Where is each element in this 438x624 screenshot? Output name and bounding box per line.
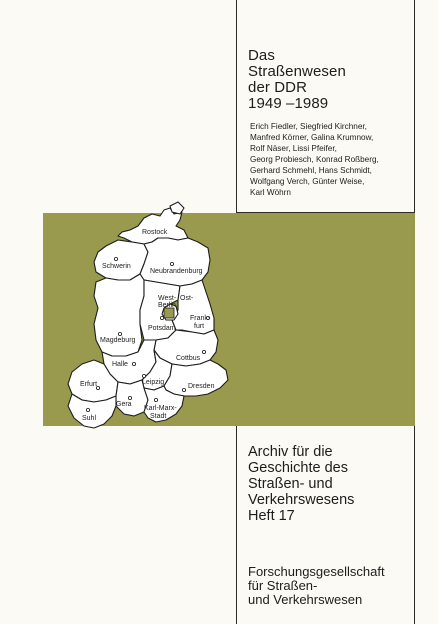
city-dot-schwerin (114, 257, 117, 260)
map-svg (60, 200, 240, 436)
label-halle: Halle (112, 361, 128, 368)
label-karl-marx-stadt-1: Karl-Marx- (144, 405, 177, 412)
city-dot-potsdam (160, 316, 163, 319)
author-line: Manfred Körner, Galina Krumnow, (250, 133, 374, 142)
city-dot-leipzig (142, 374, 145, 377)
series-line: Archiv für die (248, 444, 333, 460)
series-line: Heft 17 (248, 508, 295, 524)
label-west-berlin-2: Berlin (158, 302, 176, 309)
label-dresden: Dresden (188, 383, 215, 390)
label-schwerin: Schwerin (102, 263, 131, 270)
series-line: Geschichte des (248, 460, 348, 476)
rule-vertical-lower (236, 426, 237, 624)
title-line: der DDR (248, 79, 308, 96)
city-dot-neubrandenburg (170, 262, 173, 265)
label-ost-berlin: Ost- (180, 295, 194, 302)
series-line: Straßen- und (248, 476, 333, 492)
city-dot-karl-marx-stadt (154, 398, 157, 401)
label-neubrandenburg: Neubrandenburg (150, 268, 203, 275)
publisher (248, 565, 413, 607)
city-dot-cottbus (202, 350, 205, 353)
label-karl-marx-stadt-2: Stadt (150, 413, 167, 420)
district-neubrandenburg (140, 238, 210, 286)
label-erfurt: Erfurt (80, 381, 98, 388)
series-title (248, 444, 413, 524)
label-frankfurt-1: Frank- (190, 315, 211, 322)
series-line: Verkehrswesens (248, 492, 355, 508)
label-cottbus: Cottbus (176, 355, 201, 362)
label-west-berlin-1: West- (158, 295, 177, 302)
author-line: Erich Fiedler, Siegfried Kirchner, (250, 122, 367, 131)
label-gera: Gera (116, 401, 132, 408)
title-line: Straßenwesen (248, 63, 346, 80)
city-dot-gera (128, 396, 131, 399)
author-list (250, 121, 412, 198)
rule-vertical-upper (236, 0, 237, 213)
label-frankfurt-2: furt (194, 323, 205, 330)
publisher-line: für Straßen- (248, 578, 318, 593)
label-suhl: Suhl (82, 415, 97, 422)
city-dot-halle (132, 362, 135, 365)
label-potsdam: Potsdam (148, 325, 176, 332)
city-dot-suhl (86, 408, 89, 411)
city-dot-magdeburg (118, 332, 121, 335)
label-rostock: Rostock (142, 229, 168, 236)
book-title (248, 48, 408, 112)
district-dresden (164, 360, 228, 396)
publisher-line: und Verkehrswesen (248, 592, 363, 607)
label-magdeburg: Magdeburg (100, 337, 136, 344)
title-line: 1949 –1989 (248, 95, 329, 112)
author-line: Gerhard Schmehl, Hans Schmidt, (250, 166, 372, 175)
berlin-marker (164, 308, 174, 318)
author-line: Rolf Näser, Lissi Pfeifer, (250, 144, 337, 153)
author-line: Wolfgang Verch, Günter Weise, (250, 177, 365, 186)
author-line: Karl Wöhrn (250, 188, 291, 197)
title-line: Das (248, 47, 275, 64)
city-dot-dresden (182, 388, 185, 391)
author-line: Georg Probiesch, Konrad Roßberg, (250, 155, 379, 164)
gdr-districts-map (60, 200, 240, 436)
label-leipzig: Leipzig (142, 379, 165, 386)
publisher-line: Forschungsgesellschaft (248, 564, 385, 579)
